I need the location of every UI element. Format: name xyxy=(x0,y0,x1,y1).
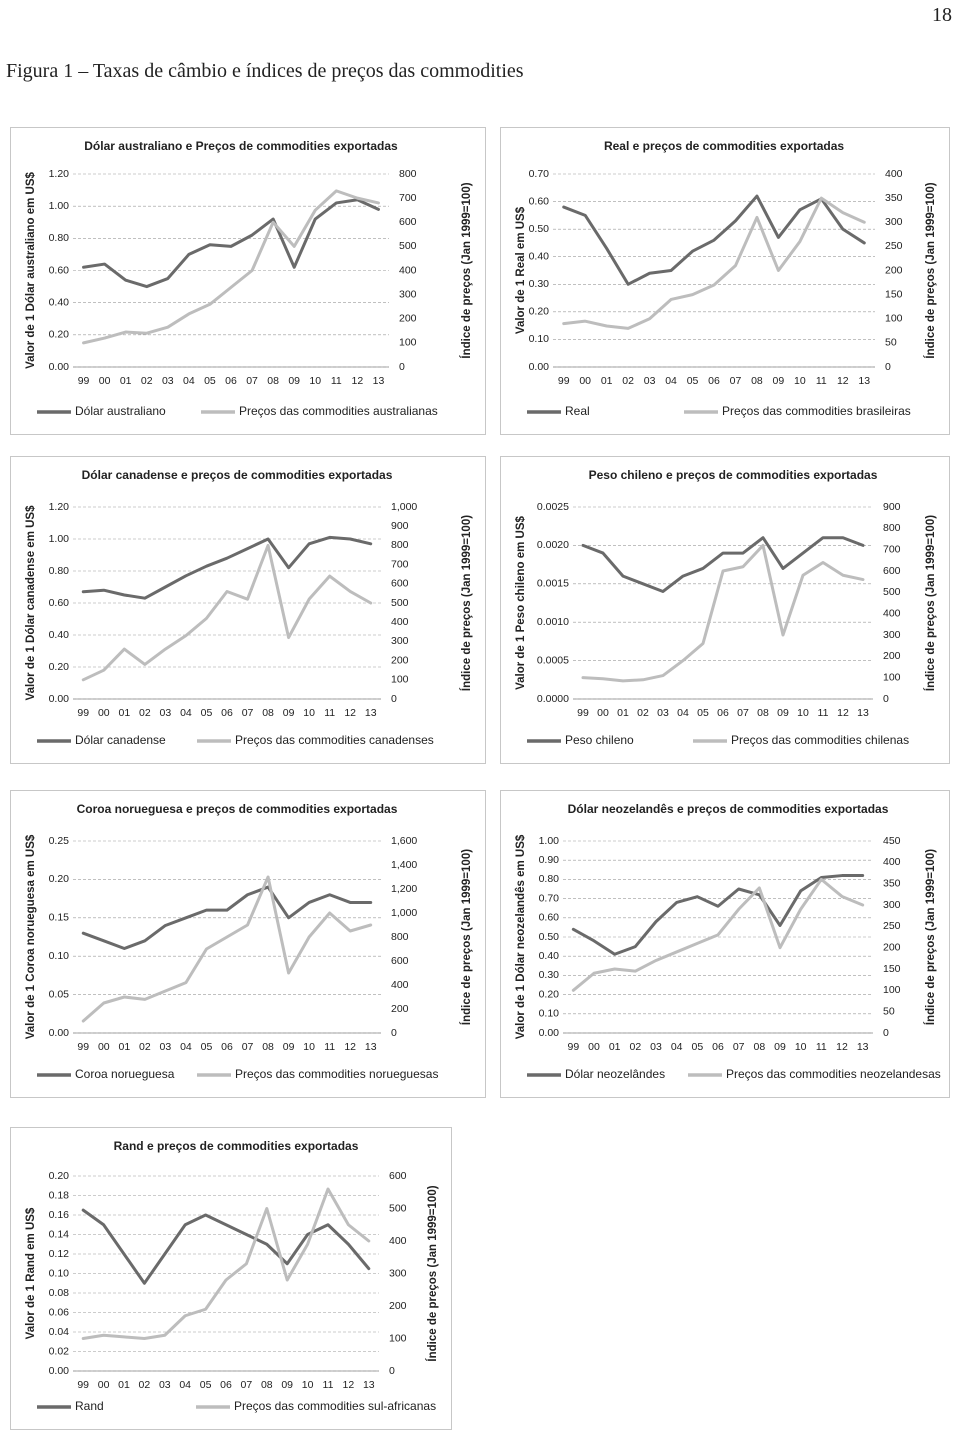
x-tick-label: 99 xyxy=(557,374,570,387)
x-tick-label: 11 xyxy=(324,1040,336,1053)
legend-label-commodity: Preços das commodities norueguesas xyxy=(235,1067,439,1082)
y-tick-label: 0.15 xyxy=(48,911,69,924)
x-tick-label: 03 xyxy=(158,1378,171,1391)
x-tick-label: 10 xyxy=(301,1378,314,1391)
chart-panel-australia xyxy=(10,127,486,435)
chart-brazil xyxy=(501,128,949,434)
y-axis-title: Valor de 1 Peso chileno em US$ xyxy=(515,516,528,690)
x-tick-label: 08 xyxy=(757,706,769,719)
y2-tick-label: 400 xyxy=(399,264,417,277)
y-tick-label: 0.20 xyxy=(48,1169,69,1182)
chart-title: Real e preços de commodities exportadas xyxy=(603,139,845,154)
x-tick-label: 12 xyxy=(342,1378,355,1391)
x-tick-label: 13 xyxy=(858,374,871,387)
x-tick-label: 08 xyxy=(262,1040,274,1053)
y-tick-label: 0.0015 xyxy=(536,577,569,590)
y-tick-label: 0.20 xyxy=(48,660,69,673)
y-tick-label: 0.04 xyxy=(48,1325,69,1338)
series-line-currency xyxy=(83,887,370,948)
legend-label-currency: Real xyxy=(565,404,590,419)
legend-label-currency: Dólar canadense xyxy=(75,733,166,748)
y2-tick-label: 200 xyxy=(389,1299,407,1312)
x-tick-label: 00 xyxy=(579,374,592,387)
y2-tick-label: 100 xyxy=(399,336,417,349)
y-tick-label: 0.10 xyxy=(528,333,549,346)
page-number: 18 xyxy=(932,4,952,26)
x-tick-label: 09 xyxy=(772,374,785,387)
x-tick-label: 04 xyxy=(677,706,689,719)
y2-tick-label: 100 xyxy=(389,1332,407,1345)
y-tick-label: 0.30 xyxy=(528,278,549,291)
x-tick-label: 02 xyxy=(629,1040,642,1053)
x-tick-label: 11 xyxy=(815,1040,827,1053)
x-tick-label: 08 xyxy=(262,706,274,719)
x-tick-label: 06 xyxy=(717,706,729,719)
legend-label-commodity: Preços das commodities chilenas xyxy=(731,733,910,748)
x-tick-label: 12 xyxy=(344,1040,357,1053)
y-tick-label: 0.40 xyxy=(48,628,69,641)
x-tick-label: 06 xyxy=(712,1040,724,1053)
x-tick-label: 01 xyxy=(118,706,131,719)
chart-norway xyxy=(11,791,485,1097)
y-axis-title: Valor de 1 Dólar neozelandês em US$ xyxy=(515,834,528,1040)
x-tick-label: 12 xyxy=(351,374,364,387)
chart-new-zealand xyxy=(501,791,949,1097)
y-tick-label: 1.00 xyxy=(538,834,559,847)
x-tick-label: 13 xyxy=(362,1378,375,1391)
y-tick-label: 0.00 xyxy=(528,360,549,373)
y2-tick-label: 150 xyxy=(883,962,901,975)
y2-tick-label: 0 xyxy=(883,692,889,705)
y-tick-label: 0.00 xyxy=(48,360,69,373)
chart-title: Dólar australiano e Preços de commodities exportadas xyxy=(84,139,398,154)
x-tick-label: 10 xyxy=(303,706,315,719)
x-tick-label: 09 xyxy=(282,706,295,719)
x-tick-label: 10 xyxy=(794,1040,807,1053)
y-tick-label: 0.12 xyxy=(48,1247,69,1260)
x-tick-label: 02 xyxy=(140,374,153,387)
y2-tick-label: 800 xyxy=(399,167,417,180)
x-tick-label: 05 xyxy=(200,706,213,719)
series-line-currency xyxy=(84,200,379,287)
y2-tick-label: 0 xyxy=(391,1026,397,1039)
y2-tick-label: 500 xyxy=(399,240,417,253)
x-tick-label: 11 xyxy=(817,706,829,719)
x-tick-label: 04 xyxy=(183,374,195,387)
y2-tick-label: 300 xyxy=(883,898,901,911)
series-line-commodity xyxy=(83,1189,369,1339)
y2-tick-label: 400 xyxy=(389,1234,407,1247)
y2-tick-label: 250 xyxy=(885,240,903,253)
x-tick-label: 99 xyxy=(77,1378,90,1391)
chart-panel-new-zealand xyxy=(500,790,950,1098)
y2-tick-label: 0 xyxy=(391,692,397,705)
y2-tick-label: 400 xyxy=(883,607,901,620)
y2-tick-label: 600 xyxy=(399,216,417,229)
x-tick-label: 99 xyxy=(77,706,90,719)
y2-tick-label: 800 xyxy=(391,930,409,943)
legend-label-commodity: Preços das commodities australianas xyxy=(239,404,438,419)
y-tick-label: 1.00 xyxy=(48,199,69,212)
x-tick-label: 05 xyxy=(199,1378,212,1391)
series-line-currency xyxy=(564,196,865,284)
x-tick-label: 01 xyxy=(600,374,613,387)
x-tick-label: 05 xyxy=(691,1040,704,1053)
y2-tick-label: 250 xyxy=(883,920,901,933)
x-tick-label: 04 xyxy=(179,1378,192,1391)
y2-tick-label: 800 xyxy=(883,522,901,535)
chart-title: Dólar neozelandês e preços de commodities exportadas xyxy=(567,802,889,817)
x-tick-label: 07 xyxy=(241,1040,254,1053)
x-tick-label: 06 xyxy=(220,1378,232,1391)
x-tick-label: 02 xyxy=(622,374,634,387)
x-tick-label: 01 xyxy=(119,374,132,387)
x-tick-label: 09 xyxy=(282,1040,295,1053)
y2-tick-label: 800 xyxy=(391,539,409,552)
legend-label-commodity: Preços das commodities canadenses xyxy=(235,733,434,748)
y2-tick-label: 400 xyxy=(391,978,409,991)
x-tick-label: 02 xyxy=(138,1378,151,1391)
y2-tick-label: 600 xyxy=(391,577,409,590)
y-tick-label: 0.60 xyxy=(528,195,549,208)
y-axis-title: Valor de 1 Coroa norueguesa em US$ xyxy=(25,834,38,1040)
y2-tick-label: 100 xyxy=(883,671,901,684)
y-tick-label: 0.50 xyxy=(528,222,549,235)
x-tick-label: 00 xyxy=(588,1040,600,1053)
y2-tick-label: 500 xyxy=(389,1202,407,1215)
chart-title: Peso chileno e preços de commodities exportadas xyxy=(588,468,878,483)
y2-tick-label: 50 xyxy=(885,336,897,349)
y2-tick-label: 100 xyxy=(391,673,409,686)
y-tick-label: 0.20 xyxy=(528,305,549,318)
y2-tick-label: 500 xyxy=(391,596,409,609)
y2-tick-label: 900 xyxy=(391,519,409,532)
x-tick-label: 12 xyxy=(836,1040,848,1053)
x-tick-label: 07 xyxy=(246,374,258,387)
y2-tick-label: 200 xyxy=(883,941,901,954)
y-tick-label: 0.70 xyxy=(538,892,559,905)
x-tick-label: 09 xyxy=(288,374,301,387)
y-tick-label: 0.40 xyxy=(528,250,549,263)
legend-label-commodity: Preços das commodities neozelandesas xyxy=(726,1067,941,1082)
x-tick-label: 13 xyxy=(372,374,385,387)
y-tick-label: 0.02 xyxy=(48,1345,69,1358)
series-line-commodity xyxy=(83,545,370,679)
series-line-currency xyxy=(83,537,370,598)
y2-tick-label: 0 xyxy=(883,1026,889,1039)
y2-tick-label: 50 xyxy=(883,1005,895,1018)
x-tick-label: 12 xyxy=(344,706,357,719)
x-tick-label: 00 xyxy=(97,1378,110,1391)
y2-tick-label: 700 xyxy=(883,543,901,556)
x-tick-label: 04 xyxy=(180,1040,192,1053)
y-tick-label: 0.40 xyxy=(538,949,559,962)
chart-title: Dólar canadense e preços de commodities exportadas xyxy=(81,468,393,483)
x-tick-label: 10 xyxy=(309,374,322,387)
x-tick-label: 11 xyxy=(815,374,827,387)
y2-tick-label: 200 xyxy=(391,1002,409,1015)
x-tick-label: 06 xyxy=(225,374,237,387)
y2-axis-title: Índice de preços (Jan 1999=100) xyxy=(925,848,938,1026)
y-axis-title: Valor de 1 Dólar canadense em US$ xyxy=(25,505,38,701)
x-tick-label: 99 xyxy=(567,1040,580,1053)
x-tick-label: 13 xyxy=(856,1040,869,1053)
x-tick-label: 03 xyxy=(657,706,669,719)
x-tick-label: 07 xyxy=(241,706,254,719)
y-tick-label: 0.80 xyxy=(48,564,69,577)
chart-south-africa xyxy=(11,1128,451,1429)
y2-tick-label: 400 xyxy=(391,615,409,628)
y-tick-label: 0.0005 xyxy=(536,654,569,667)
x-tick-label: 08 xyxy=(753,1040,766,1053)
y-tick-label: 1.20 xyxy=(48,167,69,180)
y-tick-label: 0.16 xyxy=(48,1208,69,1221)
x-tick-label: 04 xyxy=(665,374,677,387)
y2-tick-label: 0 xyxy=(399,360,405,373)
x-tick-label: 11 xyxy=(322,1378,334,1391)
x-tick-label: 06 xyxy=(708,374,720,387)
x-tick-label: 01 xyxy=(118,1040,131,1053)
x-tick-label: 08 xyxy=(751,374,763,387)
x-tick-label: 05 xyxy=(200,1040,213,1053)
x-tick-label: 01 xyxy=(617,706,629,719)
y-tick-label: 0.80 xyxy=(538,873,559,886)
x-tick-label: 07 xyxy=(240,1378,253,1391)
legend-label-commodity: Preços das commodities brasileiras xyxy=(722,404,911,419)
x-tick-label: 07 xyxy=(732,1040,745,1053)
x-tick-label: 09 xyxy=(281,1378,294,1391)
y2-tick-label: 400 xyxy=(885,167,903,180)
series-line-commodity xyxy=(84,191,379,343)
x-tick-label: 00 xyxy=(597,706,609,719)
legend-label-currency: Dólar australiano xyxy=(75,404,166,419)
x-tick-label: 04 xyxy=(180,706,192,719)
y-tick-label: 1.00 xyxy=(48,532,69,545)
y-tick-label: 0.20 xyxy=(48,328,69,341)
y-tick-label: 0.90 xyxy=(538,853,559,866)
y2-tick-label: 100 xyxy=(883,984,901,997)
y2-axis-title: Índice de preços (Jan 1999=100) xyxy=(925,514,938,692)
y-tick-label: 0.10 xyxy=(48,949,69,962)
y-tick-label: 0.06 xyxy=(48,1306,69,1319)
x-tick-label: 10 xyxy=(794,374,806,387)
y2-axis-title: Índice de preços (Jan 1999=100) xyxy=(461,848,474,1026)
y-tick-label: 0.18 xyxy=(48,1189,69,1202)
y-tick-label: 0.0010 xyxy=(536,615,569,628)
y2-tick-label: 300 xyxy=(399,288,417,301)
y-tick-label: 0.0020 xyxy=(536,539,569,552)
x-tick-label: 10 xyxy=(797,706,809,719)
y2-tick-label: 1,200 xyxy=(391,882,418,895)
chart-title: Coroa norueguesa e preços de commodities exportadas xyxy=(76,802,398,817)
x-tick-label: 09 xyxy=(774,1040,786,1053)
y-tick-label: 0.40 xyxy=(48,296,69,309)
x-tick-label: 08 xyxy=(267,374,279,387)
chart-panel-canada xyxy=(10,456,486,764)
chart-title: Rand e preços de commodities exportadas xyxy=(113,1139,359,1154)
y2-axis-title: Índice de preços (Jan 1999=100) xyxy=(427,1185,440,1362)
series-line-currency xyxy=(83,1210,369,1283)
y2-tick-label: 300 xyxy=(391,635,409,648)
y-tick-label: 0.80 xyxy=(48,232,69,245)
x-tick-label: 08 xyxy=(260,1378,273,1391)
chart-panel-brazil xyxy=(500,127,950,435)
x-tick-label: 01 xyxy=(118,1378,130,1391)
y2-tick-label: 1,000 xyxy=(391,906,418,919)
y2-tick-label: 600 xyxy=(389,1169,407,1182)
x-tick-label: 01 xyxy=(608,1040,621,1053)
x-tick-label: 13 xyxy=(857,706,869,719)
chart-panel-norway xyxy=(10,790,486,1098)
x-tick-label: 00 xyxy=(98,374,111,387)
legend-label-commodity: Preços das commodities sul-africanas xyxy=(234,1399,437,1414)
x-tick-label: 12 xyxy=(836,374,849,387)
chart-australia xyxy=(11,128,485,434)
y2-tick-label: 200 xyxy=(399,312,417,325)
y2-axis-title: Índice de preços (Jan 1999=100) xyxy=(461,514,474,692)
y-tick-label: 0.14 xyxy=(48,1228,69,1241)
x-tick-label: 03 xyxy=(159,706,172,719)
x-tick-label: 99 xyxy=(577,706,589,719)
x-tick-label: 03 xyxy=(161,374,174,387)
x-tick-label: 09 xyxy=(777,706,789,719)
x-tick-label: 00 xyxy=(97,1040,110,1053)
x-tick-label: 03 xyxy=(159,1040,172,1053)
x-tick-label: 07 xyxy=(737,706,749,719)
legend-label-currency: Dólar neozelândes xyxy=(565,1067,666,1082)
legend-label-currency: Rand xyxy=(75,1399,104,1414)
y2-tick-label: 350 xyxy=(883,877,901,890)
y-tick-label: 0.10 xyxy=(538,1007,559,1020)
x-tick-label: 06 xyxy=(221,1040,233,1053)
series-line-currency xyxy=(573,876,862,955)
y2-tick-label: 450 xyxy=(883,834,901,847)
x-tick-label: 04 xyxy=(670,1040,683,1053)
y-tick-label: 0.08 xyxy=(48,1286,69,1299)
y-tick-label: 0.05 xyxy=(48,988,69,1001)
y2-tick-label: 1,600 xyxy=(391,834,418,847)
x-tick-label: 03 xyxy=(643,374,656,387)
y-axis-title: Valor de 1 Dólar australiano em US$ xyxy=(25,172,38,369)
y-tick-label: 0.60 xyxy=(48,264,69,277)
y-tick-label: 0.0025 xyxy=(536,500,569,513)
series-line-commodity xyxy=(564,198,865,328)
y-axis-title: Valor de 1 Real em US$ xyxy=(515,206,528,335)
legend-label-currency: Coroa norueguesa xyxy=(75,1067,175,1082)
y2-tick-label: 500 xyxy=(883,586,901,599)
chart-canada xyxy=(11,457,485,763)
y-tick-label: 0.0000 xyxy=(536,692,569,705)
y-tick-label: 1.20 xyxy=(48,500,69,513)
y2-tick-label: 1,000 xyxy=(391,500,418,513)
y2-tick-label: 700 xyxy=(399,191,417,204)
x-tick-label: 13 xyxy=(364,1040,377,1053)
y2-tick-label: 300 xyxy=(389,1267,407,1280)
y2-tick-label: 100 xyxy=(885,312,903,325)
x-tick-label: 02 xyxy=(139,1040,151,1053)
y2-tick-label: 300 xyxy=(883,628,901,641)
x-tick-label: 99 xyxy=(77,1040,90,1053)
y-axis-title: Valor de 1 Rand em US$ xyxy=(25,1207,38,1340)
x-tick-label: 05 xyxy=(686,374,699,387)
y-tick-label: 0.60 xyxy=(538,911,559,924)
x-tick-label: 03 xyxy=(650,1040,662,1053)
y-tick-label: 0.60 xyxy=(48,596,69,609)
chart-panel-chile xyxy=(500,456,950,764)
y-tick-label: 0.20 xyxy=(48,873,69,886)
y-tick-label: 0.10 xyxy=(48,1267,69,1280)
y2-tick-label: 200 xyxy=(391,654,409,667)
x-tick-label: 05 xyxy=(697,706,709,719)
y2-tick-label: 600 xyxy=(391,954,409,967)
y2-tick-label: 200 xyxy=(885,264,903,277)
x-tick-label: 00 xyxy=(97,706,110,719)
y2-axis-title: Índice de preços (Jan 1999=100) xyxy=(925,182,938,359)
y2-tick-label: 600 xyxy=(883,564,901,577)
chart-panel-south-africa xyxy=(10,1127,452,1430)
y2-tick-label: 300 xyxy=(885,216,903,229)
y2-tick-label: 1,400 xyxy=(391,858,418,871)
x-tick-label: 07 xyxy=(729,374,742,387)
y2-tick-label: 900 xyxy=(883,500,901,513)
y2-axis-title: Índice de preços (Jan 1999=100) xyxy=(461,182,474,359)
x-tick-label: 02 xyxy=(139,706,151,719)
figure-title: Figura 1 – Taxas de câmbio e índices de preços das commodities xyxy=(6,60,524,82)
y2-tick-label: 0 xyxy=(885,360,891,373)
y-tick-label: 0.20 xyxy=(538,988,559,1001)
series-line-commodity xyxy=(573,879,862,990)
x-tick-label: 13 xyxy=(364,706,377,719)
x-tick-label: 11 xyxy=(324,706,336,719)
x-tick-label: 10 xyxy=(303,1040,315,1053)
x-tick-label: 06 xyxy=(221,706,233,719)
y-tick-label: 0.25 xyxy=(48,834,69,847)
y2-tick-label: 200 xyxy=(883,650,901,663)
x-tick-label: 11 xyxy=(330,374,342,387)
x-tick-label: 12 xyxy=(837,706,849,719)
legend-label-currency: Peso chileno xyxy=(565,733,634,748)
y-tick-label: 0.00 xyxy=(48,692,69,705)
x-tick-label: 02 xyxy=(637,706,649,719)
y2-tick-label: 0 xyxy=(389,1364,395,1377)
y2-tick-label: 400 xyxy=(883,856,901,869)
y2-tick-label: 350 xyxy=(885,191,903,204)
y-tick-label: 0.50 xyxy=(538,930,559,943)
y2-tick-label: 700 xyxy=(391,558,409,571)
chart-chile xyxy=(501,457,949,763)
y-tick-label: 0.30 xyxy=(538,969,559,982)
x-tick-label: 05 xyxy=(204,374,216,387)
y2-tick-label: 150 xyxy=(885,288,903,301)
y-tick-label: 0.00 xyxy=(48,1026,69,1039)
y-tick-label: 0.70 xyxy=(528,167,549,180)
y-tick-label: 0.00 xyxy=(538,1026,559,1039)
x-tick-label: 99 xyxy=(77,374,90,387)
y-tick-label: 0.00 xyxy=(48,1364,69,1377)
